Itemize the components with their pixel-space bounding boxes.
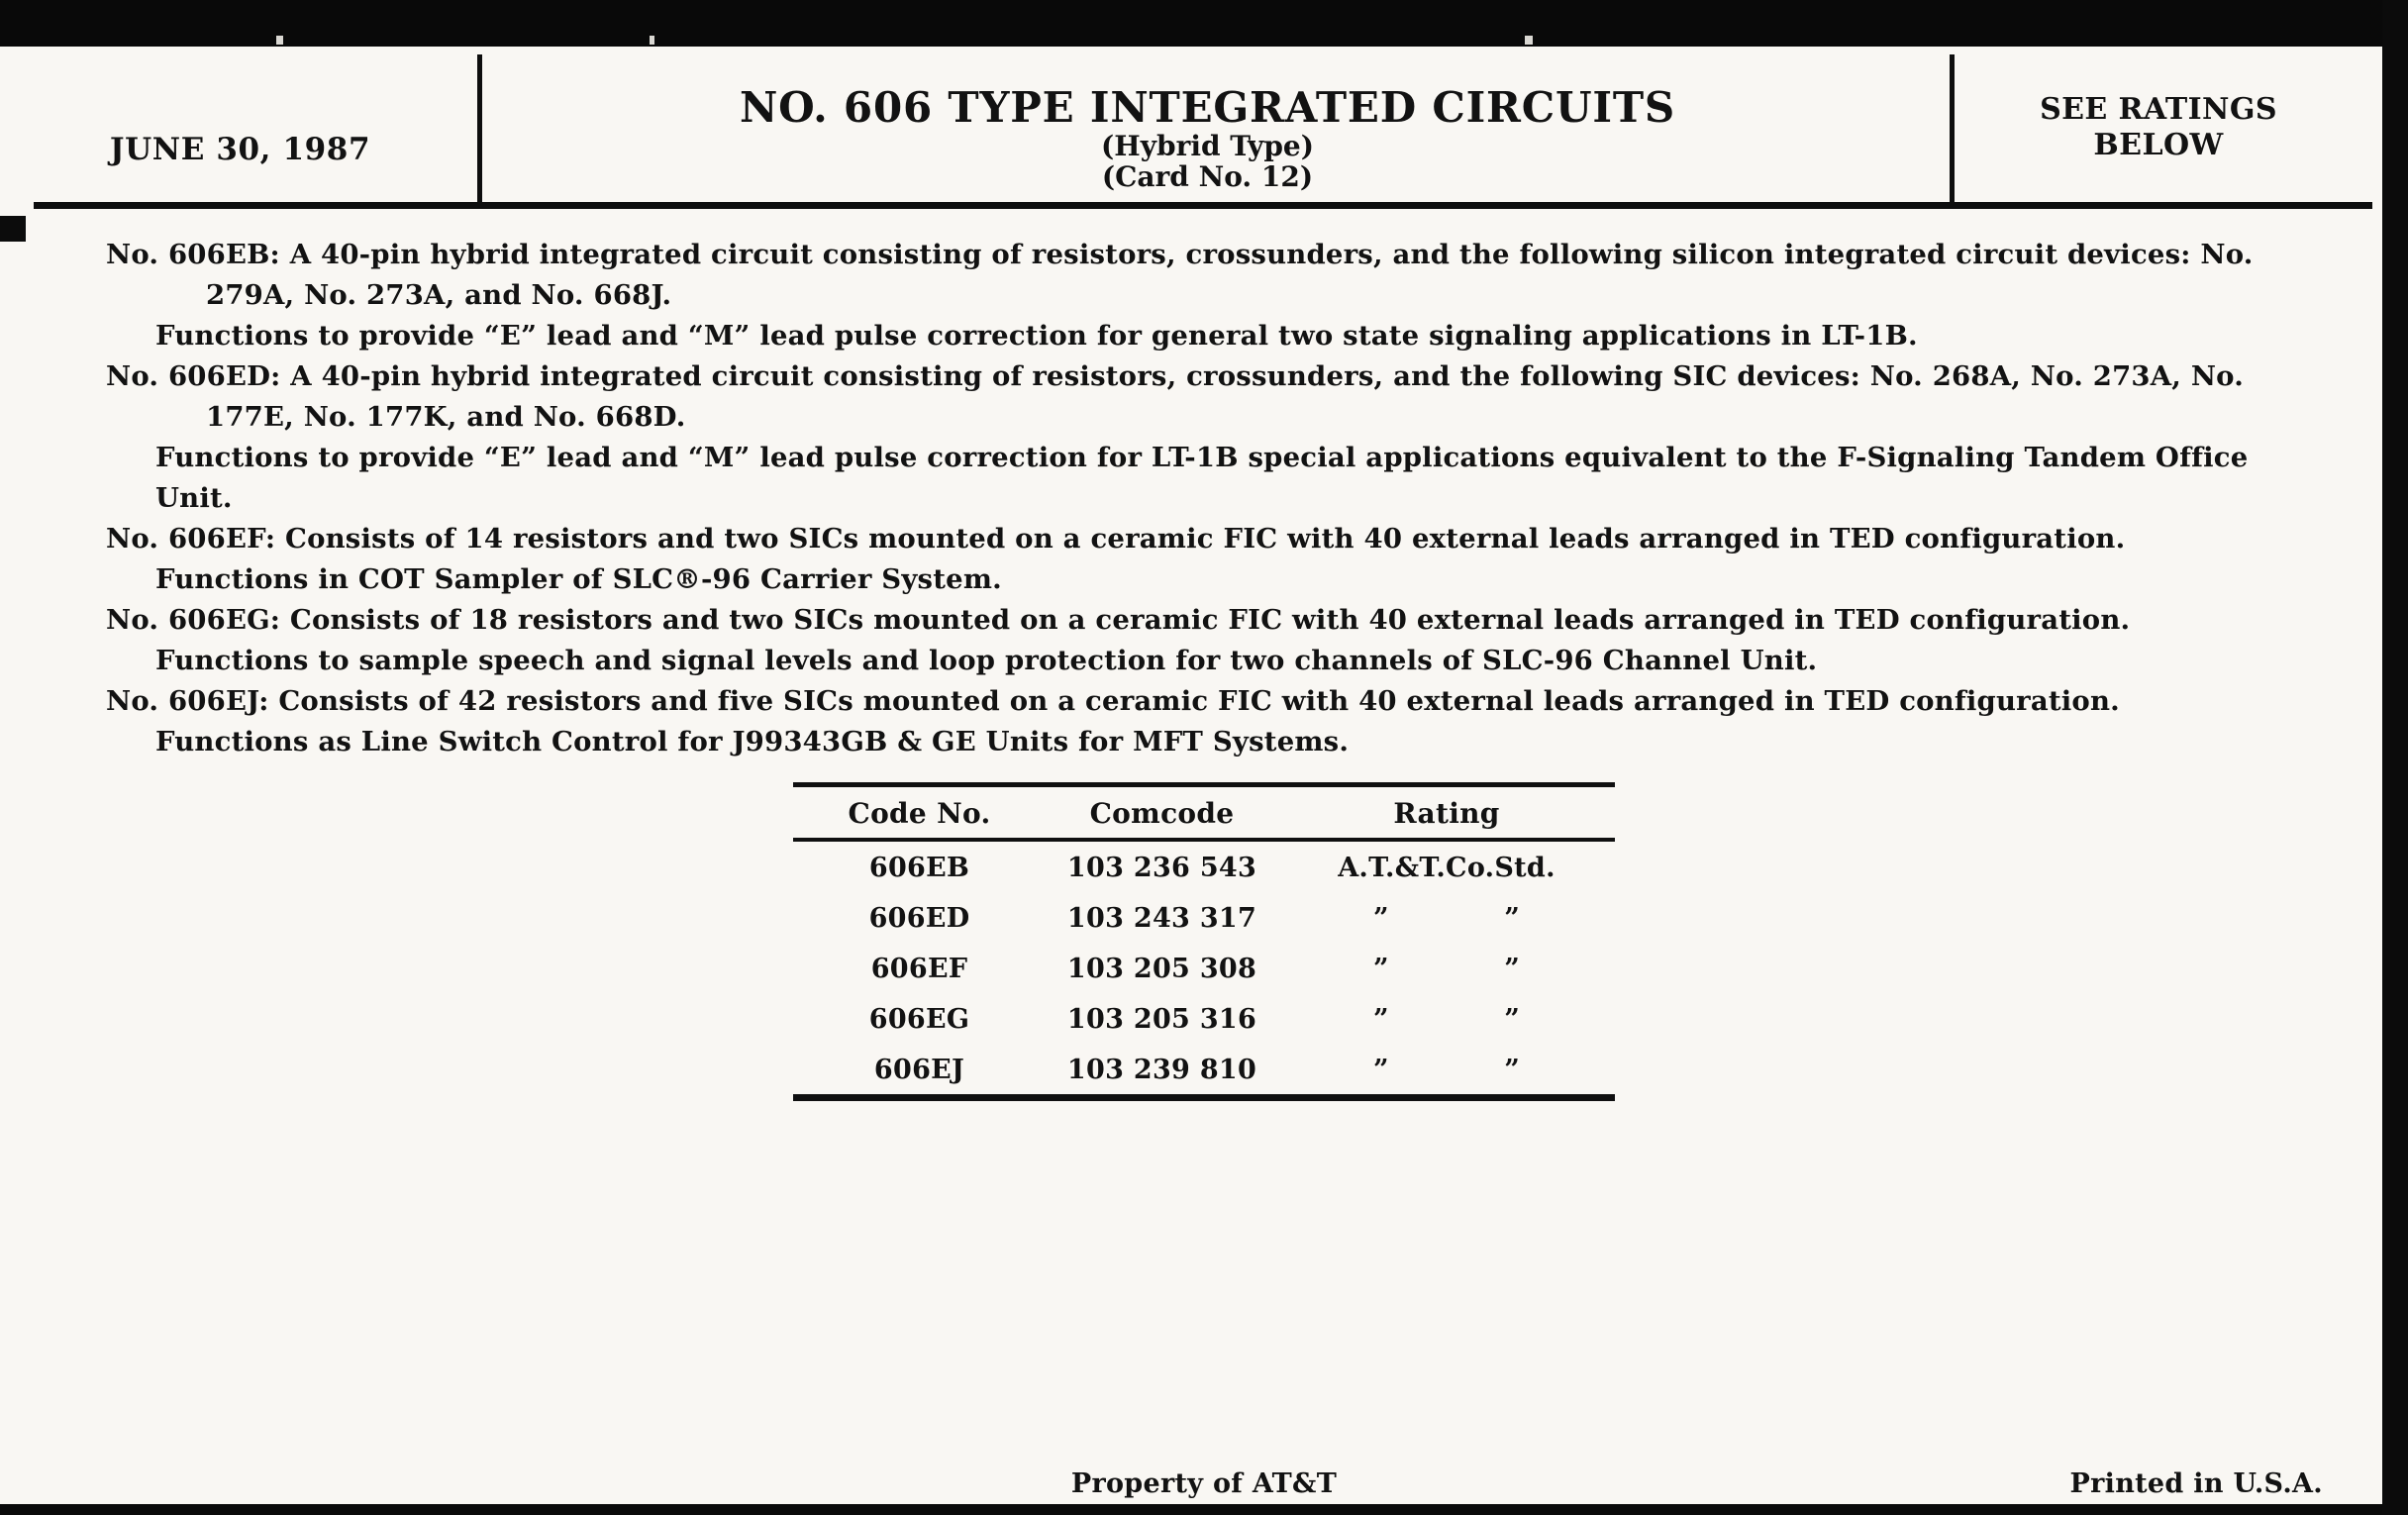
- table-row: [793, 1044, 1615, 1098]
- column-header: Code No.: [793, 785, 1046, 841]
- header-divider-left: [477, 54, 482, 204]
- ratings-note-line2: BELOW: [2093, 128, 2224, 162]
- scan-artifact-notch: [650, 36, 654, 45]
- header: [0, 47, 2382, 203]
- entry-description: No. 606EJ: Consists of 42 resistors and five SICs mounted on a ceramic FIC with 40 external leads arranged in TED configuration.: [106, 685, 2120, 717]
- comcode-cell: 103 243 317: [1066, 903, 1257, 934]
- entry-function: Functions in COT Sampler of SLC®-96 Carrier System.: [155, 563, 1002, 595]
- subtitle-card-number: (Card No. 12): [1101, 160, 1314, 193]
- entry-function: Functions to provide “E” lead and “M” lead pulse correction for general two state signaling applications in LT-1B.: [155, 320, 1918, 352]
- footer-printed-notice: Printed in U.S.A.: [2069, 1468, 2323, 1499]
- code-cell: 606EB: [868, 853, 970, 883]
- rating-cell: ” ”: [1372, 1055, 1521, 1085]
- scan-artifact-top-bar: [0, 0, 2408, 47]
- scan-artifact-right-strip: [2382, 0, 2408, 1515]
- comcode-cell: 103 236 543: [1066, 853, 1257, 883]
- subtitle-type: (Hybrid Type): [1101, 130, 1314, 162]
- scan-artifact-notch: [1525, 36, 1533, 45]
- document-date: JUNE 30, 1987: [109, 132, 371, 167]
- entry-description: No. 606EB: A 40-pin hybrid integrated circuit consisting of resistors, crossunders, and the following silicon integrated circuit devices: No. 279A, No. 273A, and No. 668J.: [106, 239, 2254, 311]
- entry-description: No. 606EF: Consists of 14 resistors and two SICs mounted on a ceramic FIC with 40 external leads arranged in TED configuration.: [106, 523, 2126, 555]
- rating-cell: ” ”: [1372, 903, 1521, 934]
- rating-cell: A.T.&T.Co.Std.: [1338, 853, 1555, 883]
- scan-artifact-left-blob: [0, 216, 26, 242]
- table-row: [793, 840, 1615, 892]
- ratings-note-line1: SEE RATINGS: [2040, 92, 2277, 127]
- comcode-cell: 103 205 308: [1066, 954, 1257, 984]
- entry-code: No. 606EG:: [106, 604, 290, 636]
- comcode-cell: 103 239 810: [1066, 1055, 1257, 1085]
- entry-code: No. 606ED:: [106, 360, 291, 392]
- entry-code: No. 606EF:: [106, 523, 285, 555]
- ratings-table: [793, 782, 1615, 1101]
- table-row: [793, 892, 1615, 943]
- comcode-cell: 103 205 316: [1066, 1004, 1257, 1035]
- header-rule: [34, 202, 2372, 209]
- title-block: [480, 47, 1935, 203]
- entry-description: No. 606ED: A 40-pin hybrid integrated circuit consisting of resistors, crossunders, and the following SIC devices: No. 268A, No. 273A, No. 177E, No. 177K, and No. 668D.: [106, 360, 2245, 433]
- code-cell: 606EG: [868, 1004, 970, 1035]
- page-title: NO. 606 TYPE INTEGRATED CIRCUITS: [739, 83, 1676, 132]
- table-row: [793, 943, 1615, 993]
- column-header: Rating: [1278, 785, 1615, 841]
- ratings-table-wrap: [0, 782, 2408, 1101]
- entry-function: Functions as Line Switch Control for J99343GB & GE Units for MFT Systems.: [155, 726, 1350, 758]
- entry-function: Functions to sample speech and signal levels and loop protection for two channels of SLC-96 Channel Unit.: [155, 645, 1818, 676]
- column-header: Comcode: [1046, 785, 1278, 841]
- ratings-note: [1935, 47, 2382, 203]
- entry-function: Functions to provide “E” lead and “M” lead pulse correction for LT-1B special applications equivalent to the F-Signaling Tandem Office Unit.: [155, 442, 2249, 514]
- table-row: [793, 993, 1615, 1044]
- code-cell: 606ED: [868, 903, 970, 934]
- footer-property-notice: Property of AT&T: [1070, 1468, 1338, 1499]
- scan-artifact-notch: [276, 36, 283, 45]
- scan-artifact-bottom-bar: [0, 1504, 2408, 1515]
- rating-cell: ” ”: [1372, 1004, 1521, 1035]
- entry-code: No. 606EB:: [106, 239, 290, 270]
- code-cell: 606EF: [870, 954, 968, 984]
- table-header-row: [793, 785, 1615, 841]
- code-cell: 606EJ: [873, 1055, 965, 1085]
- entry-code: No. 606EJ:: [106, 685, 279, 717]
- header-divider-right: [1950, 54, 1955, 204]
- entry-description: No. 606EG: Consists of 18 resistors and two SICs mounted on a ceramic FIC with 40 external leads arranged in TED configuration.: [106, 604, 2131, 636]
- circuit-descriptions: [106, 235, 2329, 762]
- rating-cell: ” ”: [1372, 954, 1521, 984]
